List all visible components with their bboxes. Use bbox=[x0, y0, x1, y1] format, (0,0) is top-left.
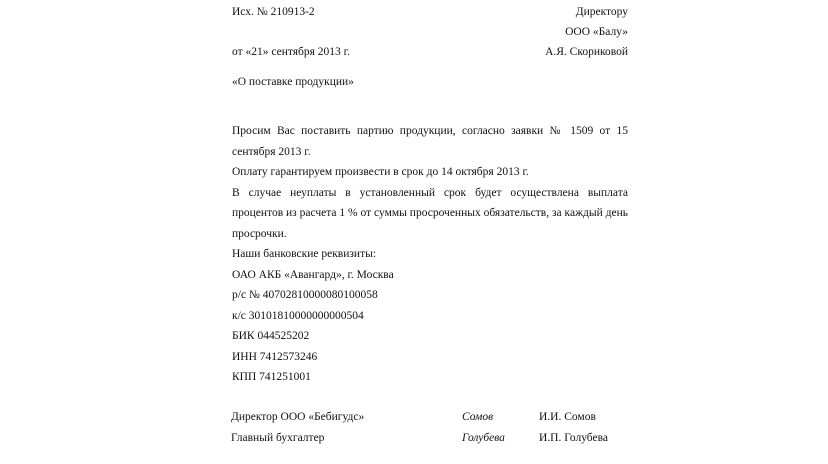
signature-mark: Голубева bbox=[462, 432, 505, 444]
signature-position: Директор ООО «Бебигудс» bbox=[231, 411, 365, 423]
body-paragraph-payment: Оплату гарантируем произвести в срок до 14 октября 2013 г. bbox=[232, 166, 529, 178]
signature-name: И.И. Сомов bbox=[539, 411, 596, 423]
recipient-name: А.Я. Скориковой bbox=[545, 46, 628, 58]
signature-position: Главный бухгалтер bbox=[231, 432, 325, 444]
letter-subject: «О поставке продукции» bbox=[232, 76, 354, 88]
bank-corr-account: к/с 30101810000000000504 bbox=[232, 309, 364, 322]
recipient-company: ООО «Балу» bbox=[565, 26, 628, 38]
bank-bik: БИК 044525202 bbox=[232, 330, 310, 342]
bank-kpp: КПП 741251001 bbox=[232, 371, 311, 383]
signature-name: И.П. Голубева bbox=[539, 432, 608, 444]
letter-body bbox=[232, 121, 628, 388]
ref-number: Исх. № 210913-2 bbox=[232, 6, 315, 18]
bank-account: р/с № 40702810000080100058 bbox=[232, 289, 378, 301]
bank-heading: Наши банковские реквизиты: bbox=[232, 248, 377, 260]
recipient-position: Директору bbox=[575, 6, 628, 18]
body-paragraph-penalty: В случае неуплаты в установленный срок будет осуществлена выплата процентов из расчета 1 % от суммы просроченных обязательств, за каждый день просрочки. bbox=[232, 186, 628, 240]
body-paragraph-request: Просим Вас поставить партию продукции, согласно заявки № 1509 от 15 сентября 2013 г. bbox=[232, 125, 628, 158]
signature-mark: Сомов bbox=[462, 411, 494, 423]
bank-inn: ИНН 7412573246 bbox=[232, 350, 318, 363]
bank-name: ОАО АКБ «Авангард», г. Москва bbox=[232, 268, 394, 281]
letter-date: от «21» сентября 2013 г. bbox=[232, 46, 350, 58]
